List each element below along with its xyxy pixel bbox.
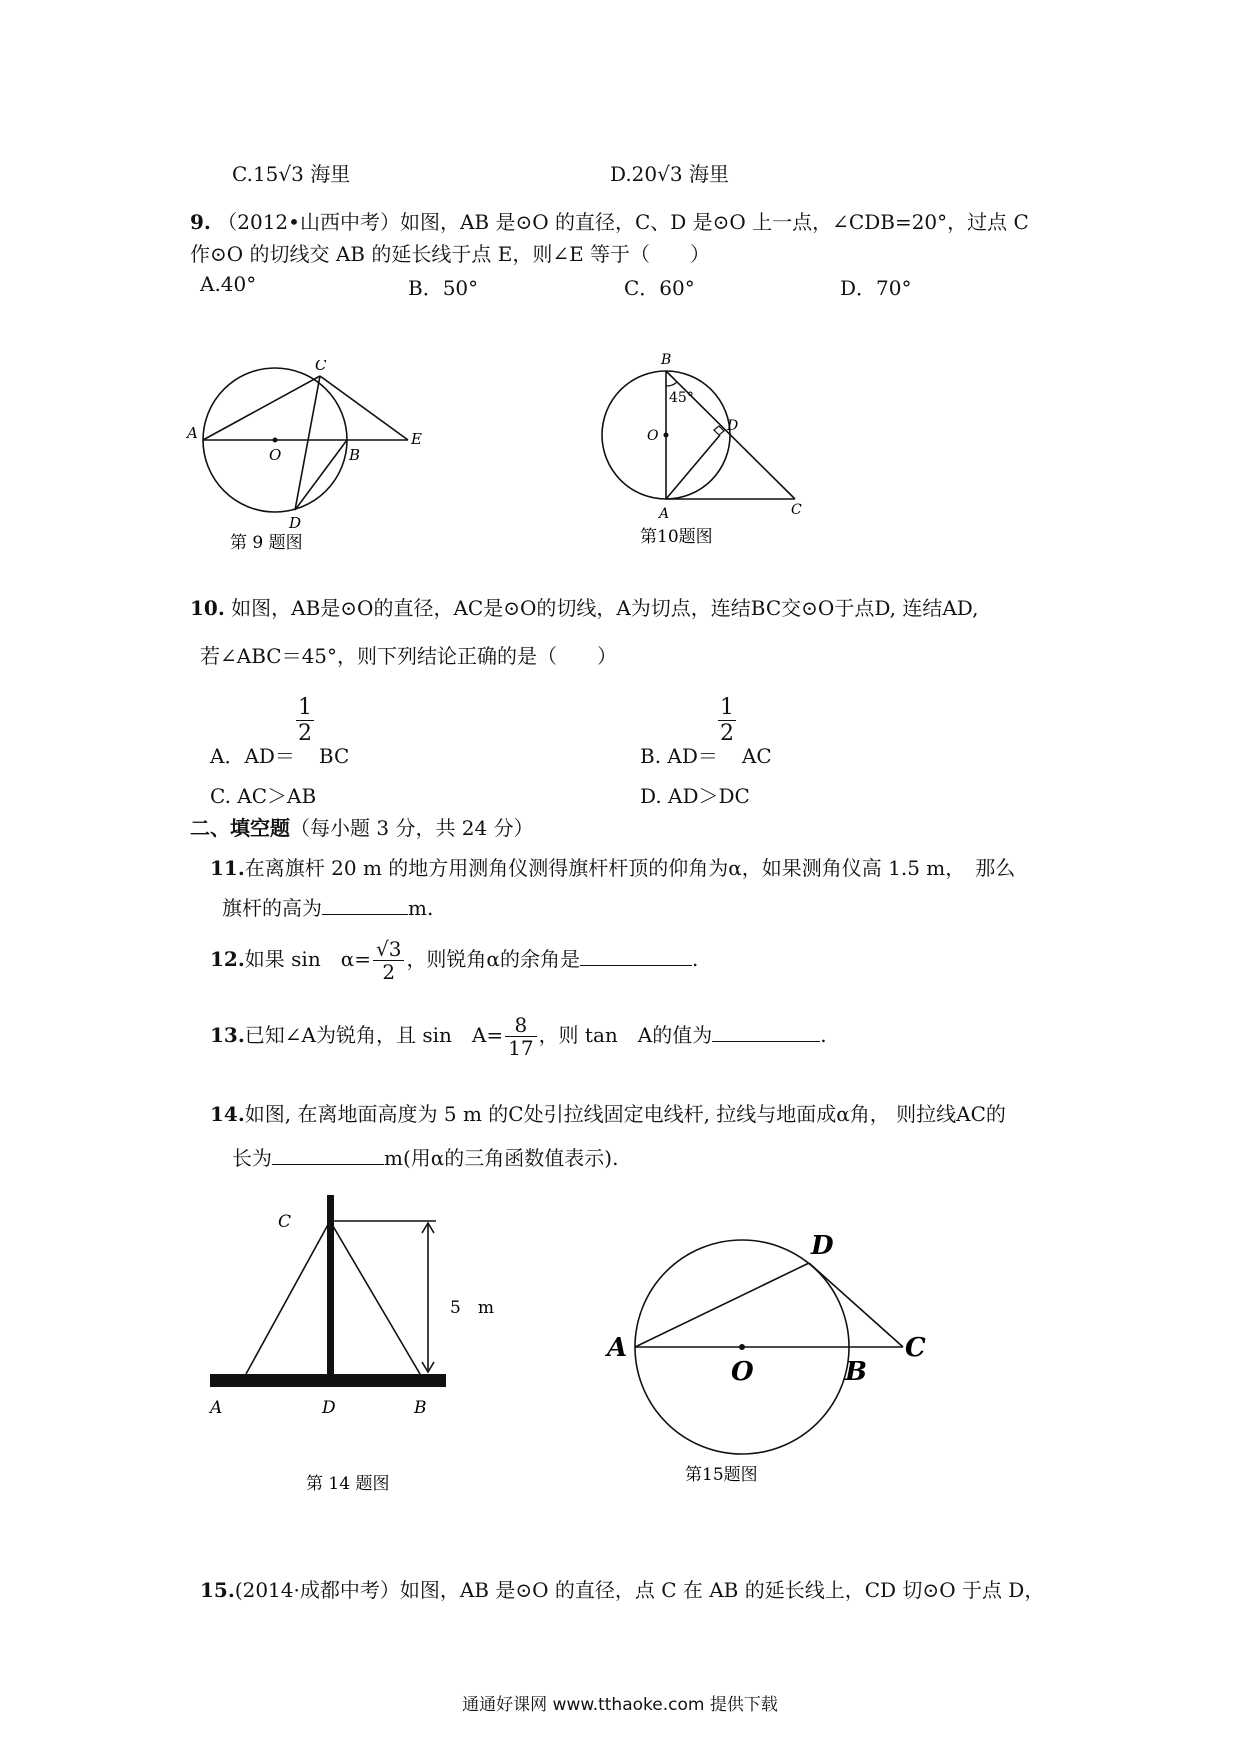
- q13-suffix: ，则 tan A的值为: [538, 1023, 713, 1047]
- q13-line: [210, 1014, 827, 1059]
- q10-option-b-fraction: [718, 695, 736, 747]
- q10-text-line1: 如图，AB是⊙O的直径，AC是⊙O的切线，A为切点，连结BC交⊙O于点D, 连结AD,: [231, 596, 979, 620]
- q11-line1: [210, 852, 1015, 881]
- fig10-angle-label: 45°: [669, 390, 694, 406]
- figure-9: [185, 360, 435, 560]
- q13-number: 13.: [210, 1023, 245, 1047]
- fig14-caption: 第 14 题图: [306, 1474, 390, 1494]
- fig9-label-a: A: [187, 424, 198, 442]
- q12-fraction: [373, 938, 404, 983]
- q14-text-line1: 如图, 在离地面高度为 5 m 的C处引拉线固定电线杆, 拉线与地面成α角， 则拉线AC的: [244, 1102, 1006, 1126]
- fig14-wire-cb: [330, 1221, 420, 1374]
- fig15-label-d: D: [811, 1231, 834, 1261]
- q10-line1: [190, 592, 978, 621]
- fig14-label-c: C: [278, 1212, 292, 1232]
- q12-answer-blank[interactable]: [580, 945, 692, 966]
- q11-text-line2b: m.: [408, 896, 434, 920]
- q13-answer-blank[interactable]: [712, 1021, 820, 1042]
- q11-text-line2a: 旗杆的高为: [222, 896, 322, 920]
- q12-suffix: ，则锐角α的余角是: [406, 947, 580, 971]
- fig10-label-c: C: [791, 502, 802, 518]
- fig10-caption: 第10题图: [640, 527, 713, 547]
- q10-option-c: C. AC＞AB: [210, 784, 317, 808]
- q10-option-d: D. AD＞DC: [640, 784, 750, 808]
- fig9-line-cd: [295, 376, 320, 510]
- fig9-caption: 第 9 题图: [230, 533, 303, 553]
- q13-end: .: [820, 1023, 827, 1047]
- q13-fraction: [505, 1014, 536, 1059]
- q11-answer-blank[interactable]: [322, 894, 408, 915]
- q12-frac-den: 2: [382, 960, 396, 984]
- fig14-label-a: A: [210, 1398, 223, 1418]
- q10-number: 10.: [190, 596, 225, 620]
- fig9-label-c: C: [315, 360, 327, 374]
- fig15-label-a: A: [607, 1333, 628, 1363]
- q13-frac-den: 17: [508, 1036, 534, 1060]
- q12-line: [210, 938, 698, 983]
- q10-text-line2: 若∠ABC＝45°，则下列结论正确的是（ ）: [200, 644, 618, 668]
- figure-14: [200, 1185, 530, 1505]
- q10-option-a-suffix: BC: [318, 744, 350, 768]
- section2-note: （每小题 3 分，共 24 分）: [290, 816, 534, 840]
- fig10-label-d: D: [727, 418, 739, 434]
- figure-10: [595, 350, 825, 560]
- page-footer: 通通好课网 www.tthaoke.com 提供下载: [462, 1695, 778, 1715]
- fig10-center-dot: [664, 433, 669, 438]
- q12-frac-num: √3: [373, 938, 404, 961]
- q13-prefix: 已知∠A为锐角，且 sin A=: [244, 1023, 504, 1047]
- q12-number: 12.: [210, 947, 245, 971]
- q11-number: 11.: [210, 856, 245, 880]
- fig14-ground: [210, 1374, 446, 1387]
- q14-line2: [232, 1142, 618, 1171]
- fig15-tangent-dc: [809, 1263, 903, 1347]
- q10-option-b-frac-num: 1: [720, 695, 734, 720]
- q8-option-c: C.15√3 海里: [232, 162, 351, 186]
- q12-prefix: 如果 sin α=: [244, 947, 371, 971]
- fig14-label-b: B: [414, 1398, 427, 1418]
- q9-option-d: D．70°: [840, 276, 912, 300]
- q9-line1: [190, 206, 1029, 235]
- figure-15: [605, 1220, 955, 1500]
- q10-option-b-prefix: B. AD＝: [640, 744, 718, 768]
- fig9-line-db: [295, 440, 347, 510]
- q10-option-a: [210, 740, 349, 769]
- q10-option-b-frac-den: 2: [720, 721, 734, 747]
- fig10-line-ad: [666, 435, 720, 499]
- fig15-label-o: O: [731, 1357, 754, 1387]
- q9-number: 9.: [190, 210, 211, 234]
- fig15-line-ad: [635, 1263, 809, 1347]
- q9-option-b: B．50°: [408, 276, 479, 300]
- q9-option-a: A.40°: [200, 272, 257, 296]
- fig10-label-o: O: [647, 428, 659, 444]
- q14-text-line2b: m(用α的三角函数值表示).: [384, 1146, 619, 1170]
- section2-title: 二、填空题: [190, 816, 290, 840]
- fig15-caption: 第15题图: [685, 1465, 758, 1485]
- fig10-label-b: B: [661, 352, 672, 368]
- q14-answer-blank[interactable]: [272, 1144, 384, 1165]
- fig14-label-d: D: [322, 1398, 336, 1418]
- fig15-label-b: B: [845, 1357, 867, 1387]
- q14-text-line2a: 长为: [232, 1146, 272, 1170]
- q10-option-a-prefix: A．AD＝: [210, 744, 295, 768]
- q14-number: 14.: [210, 1102, 245, 1126]
- fig9-label-o: O: [269, 446, 282, 464]
- q11-line2: [222, 892, 433, 921]
- fig9-label-b: B: [349, 446, 361, 464]
- fig9-label-d: D: [289, 514, 302, 532]
- q15-line1: [200, 1574, 1044, 1603]
- q9-text-line2: 作⊙O 的切线交 AB 的延长线于点 E，则∠E 等于（ ）: [190, 242, 711, 266]
- q9-text-line1: （2012•山西中考）如图，AB 是⊙O 的直径，C、D 是⊙O 上一点，∠CDB=20°，过点 C: [217, 210, 1029, 234]
- q15-number: 15.: [200, 1578, 235, 1602]
- fig10-angle-arc: [666, 382, 677, 386]
- fig9-label-e: E: [411, 430, 422, 448]
- fig14-height-label: 5 m: [450, 1298, 494, 1318]
- q15-text-line1: (2014·成都中考）如图，AB 是⊙O 的直径，点 C 在 AB 的延长线上，CD 切⊙O 于点 D，: [234, 1578, 1045, 1602]
- q13-frac-num: 8: [505, 1014, 536, 1037]
- section2-heading: [190, 812, 534, 841]
- fig15-center-dot: [739, 1344, 745, 1350]
- fig9-tangent-ce: [320, 376, 408, 440]
- q10-option-a-frac-den: 2: [298, 721, 312, 747]
- q10-option-b-suffix: AC: [741, 744, 772, 768]
- q9-option-c: C．60°: [624, 276, 695, 300]
- fig9-line-ac: [203, 376, 320, 440]
- fig10-label-a: A: [659, 506, 670, 522]
- q10-option-a-frac-num: 1: [298, 695, 312, 720]
- fig14-wire-ca: [246, 1221, 330, 1374]
- q10-option-b: [640, 740, 772, 769]
- fig15-label-c: C: [905, 1333, 926, 1363]
- q14-line1: [210, 1098, 1006, 1127]
- q12-end: .: [691, 947, 699, 971]
- q10-option-a-fraction: [296, 695, 314, 747]
- q11-text-line1: 在离旗杆 20 m 的地方用测角仪测得旗杆杆顶的仰角为α，如果测角仪高 1.5 m， 那么: [244, 856, 1016, 880]
- fig9-center-dot: [273, 438, 278, 443]
- q8-option-d: D.20√3 海里: [610, 162, 729, 186]
